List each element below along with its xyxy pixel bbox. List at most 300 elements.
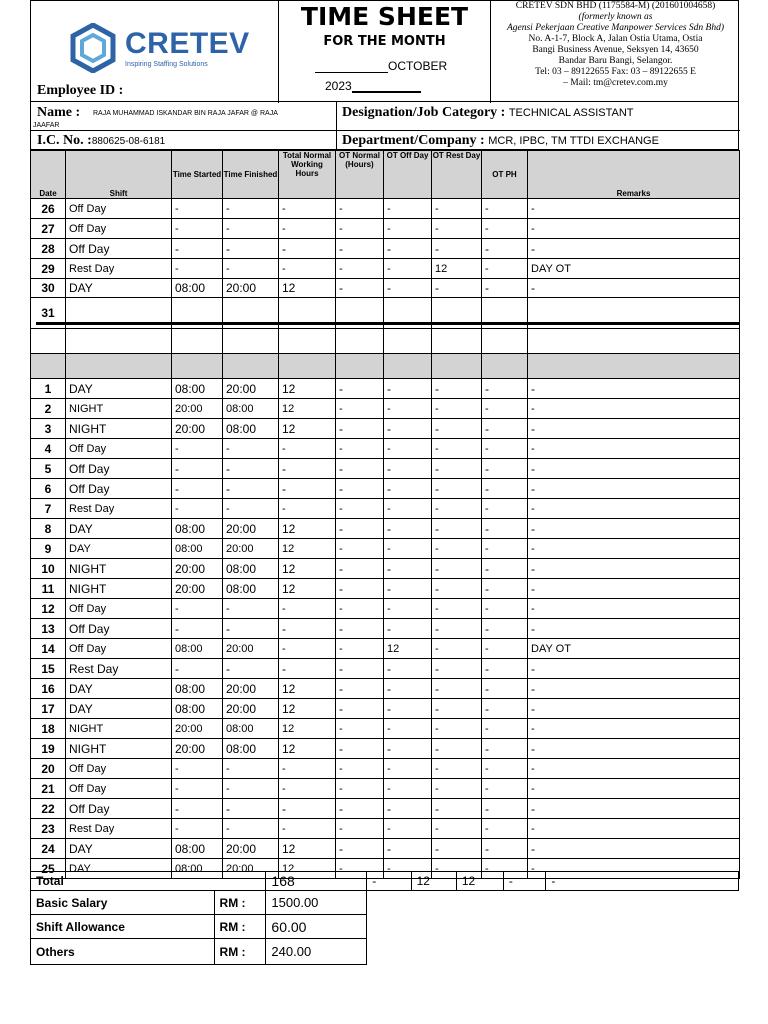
cell-ot-rest-day: - bbox=[432, 779, 482, 799]
cell-date: 14 bbox=[31, 639, 66, 659]
cell-total-hours: - bbox=[279, 819, 336, 839]
cell-date: 27 bbox=[31, 219, 66, 239]
cell-date: 4 bbox=[31, 439, 66, 459]
cell-remarks: - bbox=[528, 379, 740, 399]
empty-cell bbox=[482, 329, 528, 354]
cell-time-finished: 08:00 bbox=[223, 719, 279, 739]
empty-cell bbox=[172, 329, 223, 354]
cell-time-finished: - bbox=[223, 759, 279, 779]
cell-ot-ph: - bbox=[482, 219, 528, 239]
cell-ot-normal: - bbox=[336, 559, 384, 579]
cell-ot-rest-day: - bbox=[432, 719, 482, 739]
cell-date: 12 bbox=[31, 599, 66, 619]
cell-date: 13 bbox=[31, 619, 66, 639]
cell-ot-off-day: - bbox=[384, 859, 432, 879]
cell-date: 1 bbox=[31, 379, 66, 399]
cell-ot-off-day: 12 bbox=[384, 639, 432, 659]
cell-ot-ph: - bbox=[482, 639, 528, 659]
cell-total-hours: - bbox=[279, 239, 336, 259]
cell-remarks: - bbox=[528, 619, 740, 639]
cell-remarks: DAY OT bbox=[528, 259, 740, 279]
timesheet-table bbox=[30, 150, 740, 879]
cell-shift: Off Day bbox=[66, 639, 172, 659]
cell-ot-normal: - bbox=[336, 639, 384, 659]
table-header-row bbox=[31, 151, 740, 199]
cell-time-finished: 20:00 bbox=[223, 379, 279, 399]
cell-ot-rest-day: - bbox=[432, 379, 482, 399]
cell-time-started: - bbox=[172, 219, 223, 239]
cell-ot-normal: - bbox=[336, 499, 384, 519]
cell-ot-rest-day: - bbox=[432, 679, 482, 699]
rm-label: RM : bbox=[214, 891, 266, 915]
cell-ot-ph: - bbox=[482, 779, 528, 799]
cell-remarks: - bbox=[528, 239, 740, 259]
cell-ot-rest-day: - bbox=[432, 579, 482, 599]
cell-ot-ph: - bbox=[482, 379, 528, 399]
table-row bbox=[31, 499, 740, 519]
cell-ot-ph: - bbox=[482, 239, 528, 259]
cell-time-finished: - bbox=[223, 779, 279, 799]
table-row bbox=[31, 779, 740, 799]
cell-time-started: - bbox=[172, 779, 223, 799]
cell-time-started: 20:00 bbox=[172, 719, 223, 739]
cell-total-hours: - bbox=[279, 759, 336, 779]
empty-cell bbox=[528, 354, 740, 379]
cell-remarks: - bbox=[528, 559, 740, 579]
cell-ot-ph: - bbox=[482, 819, 528, 839]
cell-date: 26 bbox=[31, 199, 66, 219]
cell-ot-ph: - bbox=[482, 539, 528, 559]
cell-remarks: - bbox=[528, 279, 740, 298]
table-row bbox=[31, 379, 740, 399]
cell-remarks: - bbox=[528, 499, 740, 519]
total-ot-off-day: 12 bbox=[411, 872, 456, 891]
cell-ot-normal: - bbox=[336, 859, 384, 879]
title-cell bbox=[279, 1, 491, 103]
cell-date: 20 bbox=[31, 759, 66, 779]
cell-ot-off-day: - bbox=[384, 519, 432, 539]
cell-ot-rest-day: - bbox=[432, 739, 482, 759]
table-row bbox=[31, 539, 740, 559]
cell-ot-off-day: - bbox=[384, 619, 432, 639]
cell-time-started: - bbox=[172, 499, 223, 519]
cell-time-finished: 08:00 bbox=[223, 559, 279, 579]
cell-date: 31 bbox=[31, 298, 66, 329]
cell-time-finished: 20:00 bbox=[223, 699, 279, 719]
empty-cell bbox=[432, 329, 482, 354]
cell-total-hours: - bbox=[279, 459, 336, 479]
table-row bbox=[31, 759, 740, 779]
total-hours: 168 bbox=[266, 872, 367, 891]
cell-ot-ph: - bbox=[482, 619, 528, 639]
cell-shift: Rest Day bbox=[66, 659, 172, 679]
cell-ot-ph: - bbox=[482, 259, 528, 279]
cell-ot-off-day: - bbox=[384, 679, 432, 699]
cell-date: 24 bbox=[31, 839, 66, 859]
cell-time-started: 20:00 bbox=[172, 419, 223, 439]
cell-ot-ph: - bbox=[482, 419, 528, 439]
cell-date: 22 bbox=[31, 799, 66, 819]
cell-time-started: - bbox=[172, 259, 223, 279]
cell-ot-ph: - bbox=[482, 759, 528, 779]
cell-time-started: - bbox=[172, 439, 223, 459]
table-row bbox=[31, 479, 740, 499]
cell-ot-normal: - bbox=[336, 279, 384, 298]
hexagon-logo-icon bbox=[67, 23, 119, 73]
cell-time-started: - bbox=[172, 799, 223, 819]
cell-shift: Rest Day bbox=[66, 259, 172, 279]
cell-ot-ph: - bbox=[482, 199, 528, 219]
cell-ot-normal: - bbox=[336, 439, 384, 459]
ic-field bbox=[37, 133, 165, 149]
cell-ot-off-day: - bbox=[384, 659, 432, 679]
cell-time-finished: - bbox=[223, 619, 279, 639]
cell-ot-ph: - bbox=[482, 739, 528, 759]
cell-remarks: - bbox=[528, 719, 740, 739]
cell-time-finished: - bbox=[223, 459, 279, 479]
cell-shift: NIGHT bbox=[66, 739, 172, 759]
rm-label: RM : bbox=[214, 915, 266, 939]
cell-total-hours: - bbox=[279, 219, 336, 239]
cell-time-started: 08:00 bbox=[172, 379, 223, 399]
cell-total-hours: - bbox=[279, 199, 336, 219]
cell-total-hours: 12 bbox=[279, 539, 336, 559]
cell-remarks: - bbox=[528, 679, 740, 699]
table-row bbox=[31, 519, 740, 539]
empty-cell bbox=[31, 354, 66, 379]
cell-ot-normal: - bbox=[336, 479, 384, 499]
cell-ot-off-day: - bbox=[384, 719, 432, 739]
cell-ot-normal: - bbox=[336, 699, 384, 719]
cell-ot-normal: - bbox=[336, 599, 384, 619]
year-value: 2023 bbox=[325, 79, 352, 93]
separator-row bbox=[31, 354, 740, 379]
cell-time-started: - bbox=[172, 239, 223, 259]
cell-time-finished: 20:00 bbox=[223, 859, 279, 879]
table-body bbox=[31, 199, 740, 879]
total-ot-ph: - bbox=[503, 872, 546, 891]
cell-time-finished: - bbox=[223, 439, 279, 459]
cell-ot-off-day: - bbox=[384, 439, 432, 459]
page-title: TIME SHEET bbox=[300, 2, 469, 31]
cell-time-started: - bbox=[172, 659, 223, 679]
table-row bbox=[31, 419, 740, 439]
cell-ot-off-day: - bbox=[384, 379, 432, 399]
col-header: Time Started bbox=[172, 151, 223, 199]
cell-time-finished: 08:00 bbox=[223, 399, 279, 419]
cell-shift: Off Day bbox=[66, 239, 172, 259]
cell-shift: NIGHT bbox=[66, 719, 172, 739]
cell-total-hours: - bbox=[279, 799, 336, 819]
blank-row bbox=[31, 329, 740, 354]
company-details bbox=[491, 1, 740, 103]
cell-ot-normal: - bbox=[336, 199, 384, 219]
cell-shift: DAY bbox=[66, 519, 172, 539]
cell-time-started: 20:00 bbox=[172, 399, 223, 419]
cell-remarks: - bbox=[528, 399, 740, 419]
cell-ot-ph: - bbox=[482, 679, 528, 699]
cell-date: 7 bbox=[31, 499, 66, 519]
cell-ot-rest-day: - bbox=[432, 799, 482, 819]
cell-ot-off-day: - bbox=[384, 599, 432, 619]
cell-time-started: 20:00 bbox=[172, 739, 223, 759]
cell-date: 19 bbox=[31, 739, 66, 759]
cell-ot-off-day: - bbox=[384, 699, 432, 719]
empty-cell bbox=[384, 354, 432, 379]
table-row bbox=[31, 239, 740, 259]
cell-ot-rest-day: - bbox=[432, 839, 482, 859]
cell-remarks: - bbox=[528, 819, 740, 839]
cell-time-started: - bbox=[172, 759, 223, 779]
empty-cell bbox=[66, 329, 172, 354]
cell-ot-normal: - bbox=[336, 719, 384, 739]
cell-time-started: - bbox=[172, 619, 223, 639]
cell-remarks: - bbox=[528, 599, 740, 619]
cell-time-started: - bbox=[172, 199, 223, 219]
cell-remarks: - bbox=[528, 799, 740, 819]
cell-ot-normal: - bbox=[336, 779, 384, 799]
cell-remarks: DAY OT bbox=[528, 639, 740, 659]
cell-shift: Off Day bbox=[66, 199, 172, 219]
table-row bbox=[31, 279, 740, 298]
cell-time-finished: - bbox=[223, 799, 279, 819]
cell-shift: NIGHT bbox=[66, 559, 172, 579]
cell-ot-normal: - bbox=[336, 739, 384, 759]
cell-ot-normal: - bbox=[336, 759, 384, 779]
table-row bbox=[31, 739, 740, 759]
cell-ot-ph: - bbox=[482, 439, 528, 459]
col-header: OT Rest Day bbox=[432, 151, 482, 199]
table-row bbox=[31, 659, 740, 679]
cell-remarks: - bbox=[528, 839, 740, 859]
cell-ot-off-day: - bbox=[384, 219, 432, 239]
cell-remarks: - bbox=[528, 659, 740, 679]
company-line: No. A-1-7, Block A, Jalan Ostia Utama, Ostia bbox=[528, 34, 703, 44]
cell-date: 9 bbox=[31, 539, 66, 559]
cell-ot-rest-day: - bbox=[432, 699, 482, 719]
cell-ot-rest-day: - bbox=[432, 239, 482, 259]
cell-shift: DAY bbox=[66, 379, 172, 399]
cell-ot-off-day: - bbox=[384, 239, 432, 259]
cell-ot-normal: - bbox=[336, 619, 384, 639]
cell-total-hours: - bbox=[279, 479, 336, 499]
cell-shift: NIGHT bbox=[66, 579, 172, 599]
cell-ot-off-day: - bbox=[384, 459, 432, 479]
cell-shift: DAY bbox=[66, 699, 172, 719]
cell-time-started: 08:00 bbox=[172, 699, 223, 719]
cell-date: 29 bbox=[31, 259, 66, 279]
cell-ot-ph: - bbox=[482, 719, 528, 739]
others-label: Others bbox=[31, 939, 215, 965]
cell-ot-rest-day: - bbox=[432, 539, 482, 559]
table-row bbox=[31, 819, 740, 839]
table-row bbox=[31, 459, 740, 479]
cell-time-started: 08:00 bbox=[172, 639, 223, 659]
cell-ot-normal: - bbox=[336, 219, 384, 239]
table-row bbox=[31, 439, 740, 459]
cell-time-finished: 08:00 bbox=[223, 419, 279, 439]
col-header: Date bbox=[31, 151, 66, 199]
cell-ot-normal: - bbox=[336, 239, 384, 259]
logo-tagline: Inspiring Staffing Solutions bbox=[125, 61, 208, 68]
basic-salary-label: Basic Salary bbox=[31, 891, 215, 915]
empty-cell bbox=[482, 354, 528, 379]
empty-cell bbox=[66, 354, 172, 379]
cell-ot-ph: - bbox=[482, 859, 528, 879]
shift-allowance-row bbox=[31, 915, 739, 939]
cell-ot-rest-day: - bbox=[432, 419, 482, 439]
cell-time-finished: - bbox=[223, 479, 279, 499]
table-row bbox=[31, 259, 740, 279]
cell-total-hours: - bbox=[279, 659, 336, 679]
cell-date: 6 bbox=[31, 479, 66, 499]
name-value-cont: JAAFAR bbox=[33, 122, 60, 129]
cell-total-hours: - bbox=[279, 599, 336, 619]
table-row bbox=[31, 839, 740, 859]
empty-cell bbox=[528, 329, 740, 354]
cell-ot-rest-day: - bbox=[432, 639, 482, 659]
cell-total-hours: 12 bbox=[279, 859, 336, 879]
cell-remarks: - bbox=[528, 479, 740, 499]
cell-remarks: - bbox=[528, 779, 740, 799]
cell-date: 11 bbox=[31, 579, 66, 599]
total-row bbox=[31, 872, 739, 891]
cell-ot-normal: - bbox=[336, 459, 384, 479]
cell-ot-ph: - bbox=[482, 599, 528, 619]
cell-ot-rest-day: - bbox=[432, 499, 482, 519]
cell-ot-rest-day: - bbox=[432, 199, 482, 219]
cell-shift: NIGHT bbox=[66, 399, 172, 419]
cell-remarks: - bbox=[528, 199, 740, 219]
cell-ot-off-day: - bbox=[384, 259, 432, 279]
company-line: Bandar Baru Bangi, Selangor. bbox=[558, 56, 673, 66]
cell-time-finished: - bbox=[223, 659, 279, 679]
cell-ot-rest-day: - bbox=[432, 439, 482, 459]
others-row bbox=[31, 939, 739, 965]
cell-ot-normal: - bbox=[336, 679, 384, 699]
cell-time-started: 08:00 bbox=[172, 839, 223, 859]
divider bbox=[36, 322, 739, 325]
cell-time-finished: 08:00 bbox=[223, 579, 279, 599]
total-ot-normal: - bbox=[367, 872, 411, 891]
cell-ot-off-day: - bbox=[384, 839, 432, 859]
cell-date: 16 bbox=[31, 679, 66, 699]
basic-salary-value: 1500.00 bbox=[266, 891, 367, 915]
table-row bbox=[31, 399, 740, 419]
cell-remarks: - bbox=[528, 859, 740, 879]
cell-ot-ph: - bbox=[482, 499, 528, 519]
basic-salary-row bbox=[31, 891, 739, 915]
cell-shift: DAY bbox=[66, 839, 172, 859]
cell-date: 30 bbox=[31, 279, 66, 298]
cell-total-hours: 12 bbox=[279, 279, 336, 298]
table-row bbox=[31, 599, 740, 619]
designation-field bbox=[342, 105, 634, 121]
cell-remarks: - bbox=[528, 539, 740, 559]
total-remarks: - bbox=[546, 872, 739, 891]
cell-ot-ph: - bbox=[482, 839, 528, 859]
cell-date: 8 bbox=[31, 519, 66, 539]
cell-ot-rest-day: - bbox=[432, 459, 482, 479]
cell-ot-rest-day: - bbox=[432, 479, 482, 499]
cell-ot-off-day: - bbox=[384, 739, 432, 759]
empty-cell bbox=[172, 354, 223, 379]
cell-date: 21 bbox=[31, 779, 66, 799]
cell-shift: DAY bbox=[66, 859, 172, 879]
month-value: OCTOBER bbox=[388, 59, 448, 73]
table-row bbox=[31, 199, 740, 219]
cell-total-hours: 12 bbox=[279, 399, 336, 419]
cell-ot-off-day: - bbox=[384, 419, 432, 439]
empty-cell bbox=[31, 329, 66, 354]
cell-shift: Off Day bbox=[66, 459, 172, 479]
cell-date: 5 bbox=[31, 459, 66, 479]
cell-shift: Off Day bbox=[66, 779, 172, 799]
cell-ot-off-day: - bbox=[384, 799, 432, 819]
cell-date: 10 bbox=[31, 559, 66, 579]
cell-time-started: - bbox=[172, 479, 223, 499]
cell-ot-off-day: - bbox=[384, 579, 432, 599]
designation-value: TECHNICAL ASSISTANT bbox=[508, 107, 634, 119]
table-row bbox=[31, 679, 740, 699]
cell-ot-rest-day: - bbox=[432, 599, 482, 619]
company-line: Bangi Business Avenue, Seksyen 14, 43650 bbox=[532, 45, 699, 55]
department-value: MCR, IPBC, TM TTDI EXCHANGE bbox=[488, 135, 659, 147]
cell-ot-ph: - bbox=[482, 579, 528, 599]
table-row bbox=[31, 719, 740, 739]
cell-ot-ph: - bbox=[482, 519, 528, 539]
cell-remarks: - bbox=[528, 759, 740, 779]
cell-time-finished: - bbox=[223, 199, 279, 219]
cell-ot-normal: - bbox=[336, 659, 384, 679]
cell-ot-rest-day: - bbox=[432, 559, 482, 579]
cell-time-started: - bbox=[172, 599, 223, 619]
total-ot-rest-day: 12 bbox=[456, 872, 503, 891]
cell-date: 25 bbox=[31, 859, 66, 879]
cell-remarks: - bbox=[528, 699, 740, 719]
cell-ot-rest-day: - bbox=[432, 659, 482, 679]
cell-total-hours: 12 bbox=[279, 719, 336, 739]
col-header: OT Off Day bbox=[384, 151, 432, 199]
company-line: Agensi Pekerjaan Creative Manpower Services Sdn Bhd) bbox=[506, 23, 725, 33]
cell-ot-rest-day: - bbox=[432, 399, 482, 419]
cell-ot-off-day: - bbox=[384, 759, 432, 779]
col-header: OT PH bbox=[482, 151, 528, 199]
cell-date: 15 bbox=[31, 659, 66, 679]
cell-remarks: - bbox=[528, 579, 740, 599]
cell-date: 3 bbox=[31, 419, 66, 439]
cell-ot-rest-day: - bbox=[432, 219, 482, 239]
cell-ot-off-day: - bbox=[384, 279, 432, 298]
cell-remarks: - bbox=[528, 419, 740, 439]
ic-value: 880625-08-6181 bbox=[91, 136, 166, 147]
cell-ot-off-day: - bbox=[384, 539, 432, 559]
cell-ot-rest-day: - bbox=[432, 279, 482, 298]
cell-shift: Off Day bbox=[66, 219, 172, 239]
cell-time-started: 20:00 bbox=[172, 559, 223, 579]
cell-shift: Off Day bbox=[66, 799, 172, 819]
shift-allowance-value: 60.00 bbox=[266, 915, 367, 939]
cell-time-started: 20:00 bbox=[172, 579, 223, 599]
cell-time-finished: - bbox=[223, 259, 279, 279]
cell-shift: Rest Day bbox=[66, 499, 172, 519]
cell-time-finished: 08:00 bbox=[223, 739, 279, 759]
table-row bbox=[31, 619, 740, 639]
cell-time-started: 08:00 bbox=[172, 539, 223, 559]
cell-ot-off-day: - bbox=[384, 199, 432, 219]
cell-ot-off-day: - bbox=[384, 779, 432, 799]
cell-shift: Off Day bbox=[66, 439, 172, 459]
